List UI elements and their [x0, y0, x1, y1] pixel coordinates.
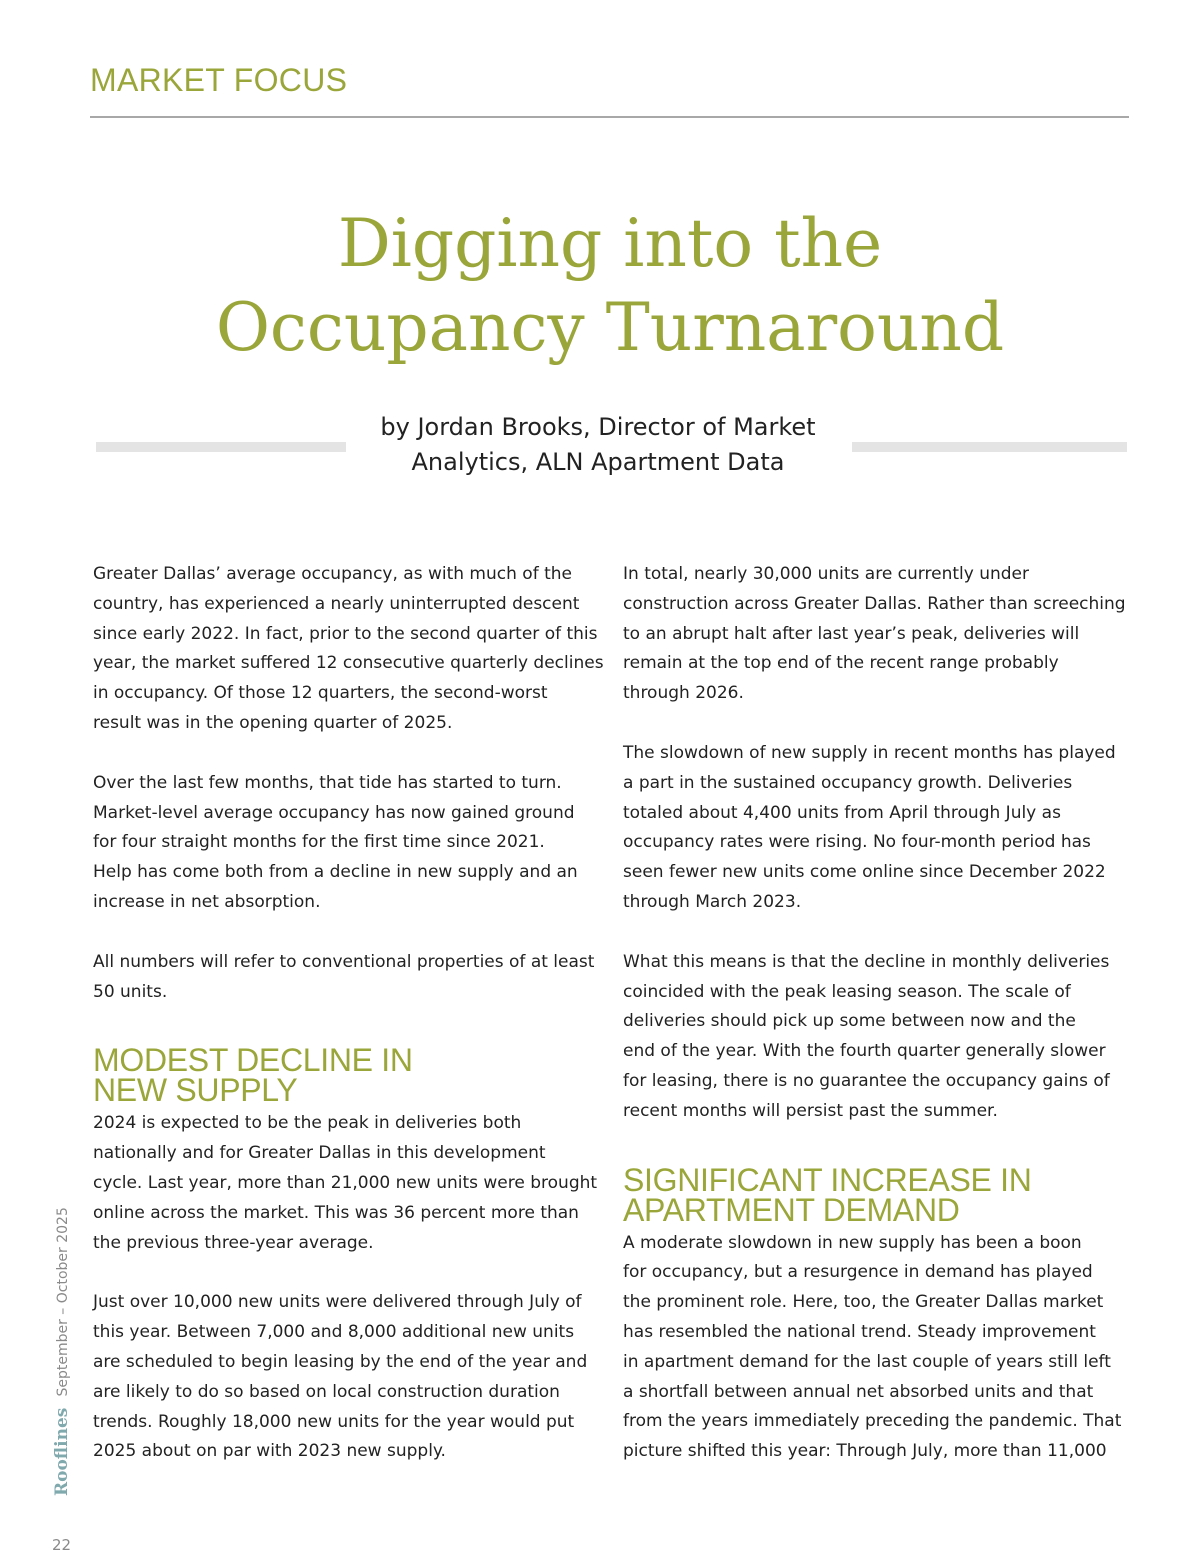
paragraph: A moderate slowdown in new supply has been a boon for occupancy, but a resurgence in demand has played the prominent role. Here, too, the Greater Dallas market has resembled the national trend. Steady improvement in apartment demand for the last couple of years still left a shortfall between annual net absorbed units and that from the years immediately preceding the pandemic. That picture shifted this year: Through July, more than 11,000 [623, 1232, 1122, 1462]
section-heading-significant-increase: SIGNIFICANT INCREASE IN APARTMENT DEMAND [623, 1161, 1032, 1228]
paragraph: 2024 is expected to be the peak in deliveries both nationally and for Greater Dallas in this development cycle. Last year, more than 21,000 new units were brought online across the market. This was 36 percent more than the previous three-year average. [93, 1113, 598, 1253]
paragraph: Just over 10,000 new units were delivered through July of this year. Between 7,000 and 8,000 additional new units are scheduled to begin leasing by the end of the year and are likely to do so based on local construction duration trends. Roughly 18,000 new units for the year would put 2025 about on par with 2023 new supply. [93, 1292, 588, 1462]
article-title-line-1: Digging into the [337, 205, 883, 282]
issue-date: September – October 2025 [55, 1207, 71, 1397]
publication-sidebar [52, 1207, 72, 1496]
left-column [93, 560, 613, 1497]
paragraph: The slowdown of new supply in recent months has played a part in the sustained occupancy growth. Deliveries totaled about 4,400 units from April through July as occupancy rates were rising. No four-month period has seen fewer new units come online since December 2022 through March 2023. [623, 742, 1116, 912]
byline-line-2: Analytics, ALN Apartment Data [411, 448, 785, 476]
article-title-line-2: Occupancy Turnaround [215, 289, 1005, 366]
right-column [623, 560, 1143, 1497]
publication-name: Rooflines [52, 1407, 72, 1496]
paragraph: What this means is that the decline in monthly deliveries coincided with the peak leasing season. The scale of deliveries should pick up some between now and the end of the year. With the fourth quarter generally slower for leasing, there is no guarantee the occupancy gains of recent months will persist past the summer. [623, 951, 1110, 1121]
page-number: 22 [52, 1536, 72, 1554]
section-divider [90, 116, 1129, 118]
paragraph: Over the last few months, that tide has started to turn. Market-level average occupancy has now gained ground for four straight months for the first time since 2021. Help has come both from a decline in new supply and an increase in net absorption. [93, 772, 578, 912]
byline-bar-right [852, 442, 1127, 452]
byline-bar-left [96, 442, 346, 452]
article-title [90, 202, 1130, 370]
section-heading-modest-decline: MODEST DECLINE IN NEW SUPPLY [93, 1042, 413, 1109]
paragraph: Greater Dallas’ average occupancy, as with much of the country, has experienced a nearly uninterrupted descent since early 2022. In fact, prior to the second quarter of this year, the market suffered 12 consecutive quarterly declines in occupancy. Of those 12 quarters, the second-worst result was in the opening quarter of 2025. [93, 564, 604, 733]
byline [350, 410, 846, 480]
paragraph: In total, nearly 30,000 units are currently under construction across Greater Dallas. Rather than screeching to an abrupt halt after last year’s peak, deliveries will remain at the top end of the recent range probably through 2026. [623, 564, 1126, 704]
byline-line-1: by Jordan Brooks, Director of Market [380, 413, 816, 441]
paragraph: All numbers will refer to conventional properties of at least 50 units. [93, 951, 595, 1002]
section-label: MARKET FOCUS [90, 62, 348, 98]
